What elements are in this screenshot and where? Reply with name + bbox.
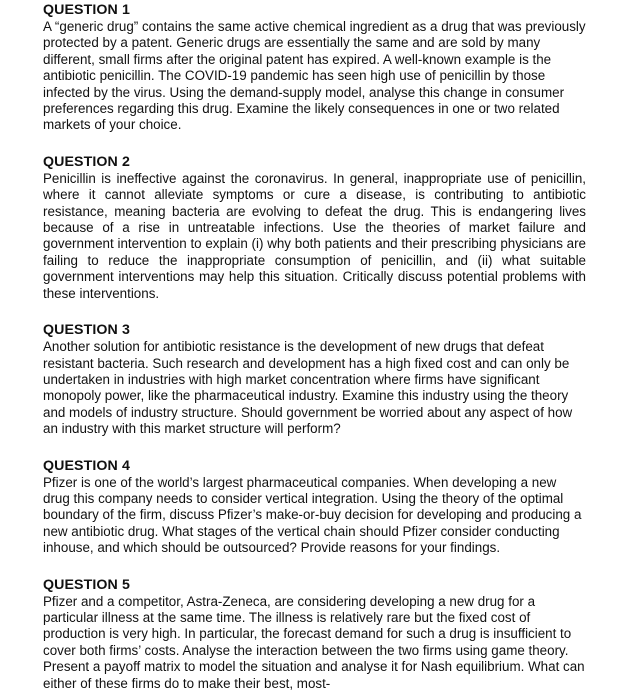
question-2-text: Penicillin is ineffective against the coronavirus. In general, inappropriate use of penicillin, where it cannot alleviate symptoms or cure a disease, is contributing to antibiotic resistance, meaning bacteria are evolving to defeat the drug. This is endangering lives because of a rise in untreatable infections. Use the theories of market failure and government intervention to explain (i) why both patients and their prescribing physicians are failing to reduce the inappropriate consumption of penicillin, and (ii) what suitable government interventions may help this situation. Critically discuss potential problems with these interventions.	[43, 170, 586, 301]
question-2	[43, 154, 586, 302]
question-1-title: QUESTION 1	[43, 2, 130, 18]
question-1	[43, 2, 586, 134]
question-4-text: Pfizer is one of the world’s largest pharmaceutical companies. When developing a new drug this company needs to consider vertical integration. Using the theory of the optimal boundary of the firm, discuss Pfizer’s make-or-buy decision for developing and producing a new antibiotic drug. What stages of the vertical chain should Pfizer consider conducting inhouse, and which should be outsourced? Provide reasons for your findings.	[43, 474, 582, 556]
question-5	[43, 577, 586, 692]
question-4	[43, 458, 586, 557]
question-3-title: QUESTION 3	[43, 322, 130, 339]
question-3-text: Another solution for antibiotic resistance is the development of new drugs that defeat resistant bacteria. Such research and development has a high fixed cost and can only be undertaken in industries with high market concentration where firms have significant monopoly power, like the pharmaceutical industry. Examine this industry using the theory and models of industry structure. Should government be worried about any aspect of how an industry with this market structure will perform?	[43, 339, 573, 437]
question-5-title: QUESTION 5	[43, 576, 130, 593]
question-5-text: Pfizer and a competitor, Astra-Zeneca, are considering developing a new drug for a particular illness at the same time. The illness is relatively rare but the fixed cost of production is very high. In particular, the forecast demand for such a drug is insufficient to cover both firms’ costs. Analyse the interaction between the two firms using game theory. Present a payoff matrix to model the situation and analyse it for Nash equilibrium. What can either of these firms do to make their best, most-	[43, 593, 585, 691]
question-4-title: QUESTION 4	[43, 457, 130, 474]
question-1-text: A “generic drug” contains the same active chemical ingredient as a drug that was previously protected by a patent. Generic drugs are essentially the same and are sold by many different, small firms after the original patent has expired. A well-known example is the antibiotic penicillin. The COVID-19 pandemic has seen high use of penicillin by those infected by the virus. Using the demand-supply model, analyse this change in consumer preferences regarding this drug. Examine the likely consequences in one or two related markets of your choice.	[43, 19, 586, 133]
question-3	[43, 322, 586, 437]
question-2-title: QUESTION 2	[43, 153, 130, 170]
